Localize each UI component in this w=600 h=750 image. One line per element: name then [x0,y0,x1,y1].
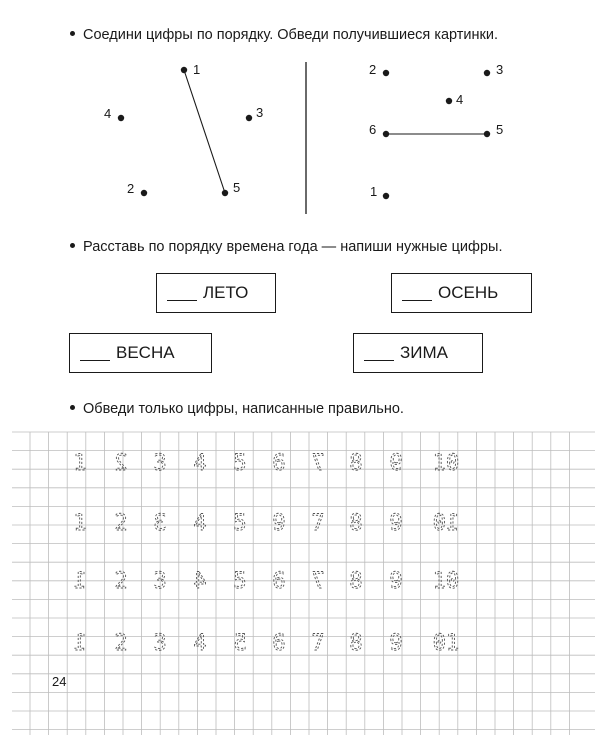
traced-digit[interactable]: 6 [272,631,286,656]
traced-digit[interactable]: 2 [114,511,128,536]
point-label: 1 [370,184,378,199]
traced-digit[interactable]: 9 [389,569,403,594]
traced-digit[interactable]: 9 [272,511,286,536]
traced-digit[interactable]: 7 [311,569,325,594]
traced-digit[interactable]: 3 [153,511,167,536]
traced-digit[interactable]: 10 [432,569,460,594]
point-label: 2 [127,181,135,196]
grid-lines [12,432,595,735]
traced-digit[interactable]: 1 [73,569,87,594]
traced-digit[interactable]: 5 [233,451,247,476]
traced-digit[interactable]: 3 [153,631,167,656]
traced-digit[interactable]: 10 [432,451,460,476]
task-trace-text: Обведи только цифры, написанные правильно. [83,401,404,417]
traced-digit[interactable]: 10 [432,511,460,536]
point-label: 2 [369,62,377,77]
point-label: 5 [496,122,504,137]
traced-digit[interactable]: 5 [233,569,247,594]
traced-digit[interactable]: 7 [311,511,325,536]
traced-digit[interactable]: 8 [349,631,363,656]
traced-digit[interactable]: 01 [432,631,460,656]
traced-digit[interactable]: 2 [114,569,128,594]
traced-digit[interactable]: 5 [233,631,247,656]
traced-digit[interactable]: 8 [349,451,363,476]
traced-digit[interactable]: 4 [193,511,207,536]
traced-digit[interactable]: 4 [193,631,207,656]
point-label: 3 [496,62,504,77]
traced-digit[interactable]: 2 [114,451,128,476]
traced-digit[interactable]: 4 [193,569,207,594]
traced-digit[interactable]: 7 [311,451,325,476]
season-label-osen: ОСЕНЬ [438,283,499,302]
point-label: 5 [233,180,241,195]
traced-digit[interactable]: 8 [349,511,363,536]
point-label: 1 [193,62,201,77]
point-label: 4 [104,106,112,121]
traced-digit[interactable]: 2 [114,631,128,656]
task-seasons-text: Расставь по порядку времена года — напиши нужные цифры. [83,239,503,255]
traced-digit[interactable]: 1 [73,451,87,476]
traced-digit[interactable]: 4 [193,451,207,476]
traced-digit[interactable]: 9 [389,451,403,476]
traced-digit[interactable]: 9 [389,631,403,656]
traced-digit[interactable]: 1 [73,511,87,536]
season-label-leto: ЛЕТО [203,283,249,302]
traced-digit[interactable]: 6 [272,451,286,476]
traced-digit[interactable]: 6 [272,569,286,594]
season-label-zima: ЗИМА [400,343,448,362]
season-label-vesna: ВЕСНА [116,343,175,362]
point-label: 6 [369,122,377,137]
traced-digit[interactable]: 3 [153,569,167,594]
traced-digit[interactable]: 1 [73,631,87,656]
traced-digit[interactable]: 9 [389,511,403,536]
traced-digit[interactable]: 8 [349,569,363,594]
point-label: 3 [256,105,264,120]
page-number: 24 [52,674,67,689]
task-connect-text: Соедини цифры по порядку. Обведи получившиеся картинки. [83,27,499,43]
traced-digit[interactable]: 3 [153,451,167,476]
traced-digit[interactable]: 7 [311,631,325,656]
traced-digit[interactable]: 5 [233,511,247,536]
point-label: 4 [456,92,464,107]
digit-rows [73,451,459,656]
